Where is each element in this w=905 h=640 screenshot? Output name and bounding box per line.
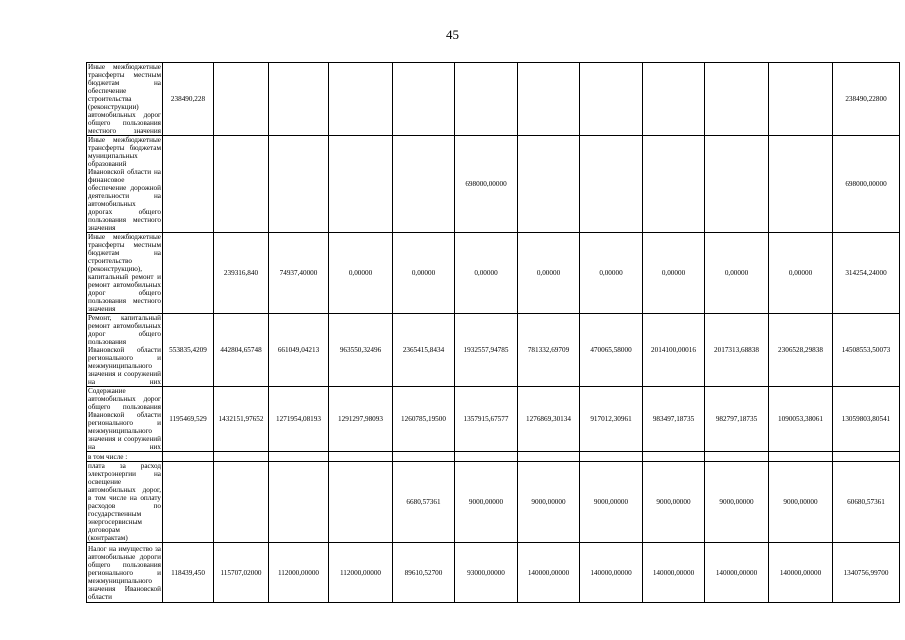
value-cell — [643, 136, 705, 233]
value-cell: 698000,00000 — [833, 136, 900, 233]
value-cell: 89610,52700 — [393, 543, 455, 603]
value-cell — [214, 63, 269, 136]
value-cell — [329, 452, 393, 462]
value-cell — [163, 452, 214, 462]
value-cell — [518, 63, 580, 136]
value-cell — [580, 136, 643, 233]
table-row — [87, 314, 900, 387]
row-description: Содержание автомобильных дорог общего пользования Ивановской области регионального и межмуниципального значения и сооружений на них — [88, 387, 161, 451]
value-cell: 9000,00000 — [643, 462, 705, 543]
value-cell: 14508553,50073 — [833, 314, 900, 387]
value-cell: 140000,00000 — [518, 543, 580, 603]
value-cell: 9000,00000 — [455, 462, 518, 543]
row-description: Иные межбюджетные трансферты местным бюджетам на строительство (реконструкцию), капитальный ремонт и ремонт автомобильных дорог общего пользования местного значения — [88, 233, 161, 313]
value-cell — [163, 136, 214, 233]
value-cell — [329, 462, 393, 543]
value-cell: 1276869,30134 — [518, 387, 580, 452]
value-cell — [163, 462, 214, 543]
value-cell: 0,00000 — [643, 233, 705, 314]
value-cell — [833, 452, 900, 462]
value-cell — [269, 462, 329, 543]
value-cell — [518, 136, 580, 233]
value-cell: 1432151,97652 — [214, 387, 269, 452]
row-description: Налог на имущество за автомобильные дороги общего пользования регионального и межмуниципального значения Ивановской области — [88, 544, 161, 601]
value-cell — [455, 63, 518, 136]
value-cell: 2017313,68838 — [705, 314, 769, 387]
value-cell: 60680,57361 — [833, 462, 900, 543]
row-description: Иные межбюджетные трансферты бюджетам муниципальных образований Ивановской области на финансовое обеспечение дорожной деятельности на автомобильных дорогах общего пользования местного значения — [88, 136, 161, 232]
value-cell: 1357915,67577 — [455, 387, 518, 452]
budget-table — [86, 62, 900, 603]
value-cell: 553835,4209 — [163, 314, 214, 387]
value-cell: 9000,00000 — [580, 462, 643, 543]
value-cell — [269, 452, 329, 462]
value-cell: 238490,228 — [163, 63, 214, 136]
value-cell: 1260785,19500 — [393, 387, 455, 452]
value-cell: 140000,00000 — [769, 543, 833, 603]
value-cell: 698000,00000 — [455, 136, 518, 233]
value-cell: 9000,00000 — [518, 462, 580, 543]
value-cell — [393, 136, 455, 233]
value-cell — [163, 233, 214, 314]
value-cell: 13059803,80541 — [833, 387, 900, 452]
value-cell: 93000,00000 — [455, 543, 518, 603]
value-cell — [580, 452, 643, 462]
value-cell — [393, 63, 455, 136]
value-cell: 982797,18735 — [705, 387, 769, 452]
value-cell: 1090053,38061 — [769, 387, 833, 452]
value-cell: 6680,57361 — [393, 462, 455, 543]
value-cell — [580, 63, 643, 136]
row-description: Иные межбюджетные трансферты местным бюджетам на обеспечение строительства (реконструкции) автомобильных дорог общего пользования местного значения — [88, 63, 161, 135]
value-cell: 917012,30961 — [580, 387, 643, 452]
value-cell: 0,00000 — [329, 233, 393, 314]
value-cell — [769, 63, 833, 136]
value-cell: 470065,58000 — [580, 314, 643, 387]
value-cell: 983497,18735 — [643, 387, 705, 452]
value-cell — [769, 452, 833, 462]
value-cell — [455, 452, 518, 462]
value-cell: 661049,04213 — [269, 314, 329, 387]
value-cell: 140000,00000 — [580, 543, 643, 603]
table-row — [87, 136, 900, 233]
value-cell: 115707,02000 — [214, 543, 269, 603]
value-cell — [329, 63, 393, 136]
value-cell: 1932557,94785 — [455, 314, 518, 387]
value-cell — [214, 462, 269, 543]
value-cell: 781332,69709 — [518, 314, 580, 387]
value-cell — [643, 452, 705, 462]
value-cell: 118439,450 — [163, 543, 214, 603]
value-cell: 1340756,99700 — [833, 543, 900, 603]
value-cell: 1271954,08193 — [269, 387, 329, 452]
value-cell — [705, 136, 769, 233]
value-cell: 0,00000 — [580, 233, 643, 314]
value-cell — [769, 136, 833, 233]
value-cell: 112000,00000 — [329, 543, 393, 603]
value-cell: 2014100,00016 — [643, 314, 705, 387]
row-description: Ремонт, капитальный ремонт автомобильных дорог общего пользования Ивановской области регионального и межмуниципального значения и сооружений на них — [88, 314, 161, 386]
value-cell — [329, 136, 393, 233]
table-row — [87, 233, 900, 314]
value-cell: 2365415,8434 — [393, 314, 455, 387]
value-cell: 140000,00000 — [643, 543, 705, 603]
table-row — [87, 452, 900, 462]
value-cell: 963550,32496 — [329, 314, 393, 387]
value-cell: 442804,65748 — [214, 314, 269, 387]
value-cell: 74937,40000 — [269, 233, 329, 314]
value-cell — [705, 452, 769, 462]
value-cell: 314254,24000 — [833, 233, 900, 314]
table-row — [87, 462, 900, 543]
value-cell: 1291297,98093 — [329, 387, 393, 452]
value-cell — [269, 136, 329, 233]
table-row — [87, 63, 900, 136]
value-cell — [214, 452, 269, 462]
page-number: 45 — [446, 27, 459, 42]
row-description: в том числе : — [87, 452, 163, 462]
table-row — [87, 387, 900, 452]
value-cell — [393, 452, 455, 462]
value-cell: 9000,00000 — [705, 462, 769, 543]
value-cell: 140000,00000 — [705, 543, 769, 603]
value-cell — [643, 63, 705, 136]
value-cell: 0,00000 — [769, 233, 833, 314]
value-cell: 9000,00000 — [769, 462, 833, 543]
value-cell: 0,00000 — [518, 233, 580, 314]
value-cell — [214, 136, 269, 233]
value-cell: 1195469,529 — [163, 387, 214, 452]
value-cell: 238490,22800 — [833, 63, 900, 136]
value-cell — [269, 63, 329, 136]
row-description: плата за расход электроэнергии на освещение автомобильных дорог, в том числе на оплату расходов по государственным энергосервисным договорам (контрактам) — [88, 462, 161, 542]
value-cell: 239316,840 — [214, 233, 269, 314]
value-cell: 0,00000 — [705, 233, 769, 314]
value-cell — [518, 452, 580, 462]
value-cell — [705, 63, 769, 136]
value-cell: 0,00000 — [455, 233, 518, 314]
value-cell: 0,00000 — [393, 233, 455, 314]
value-cell: 2306528,29838 — [769, 314, 833, 387]
table-row — [87, 543, 900, 603]
value-cell: 112000,00000 — [269, 543, 329, 603]
